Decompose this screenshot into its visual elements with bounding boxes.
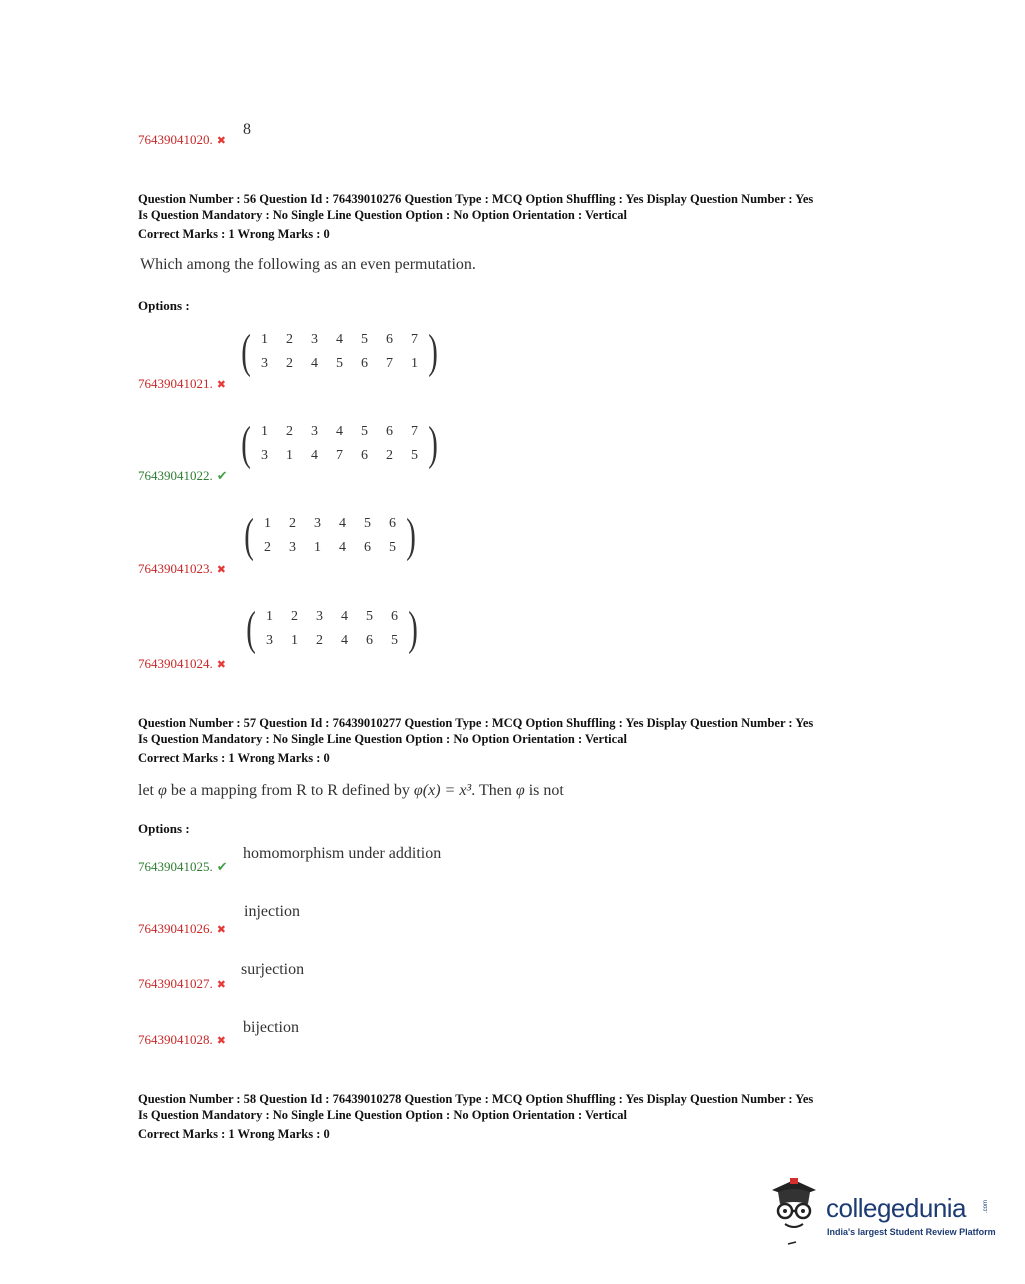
question-text: let φ be a mapping from R to R defined by φ(x) = x³. Then φ is not	[138, 782, 564, 799]
question-meta-line1: Question Number : 58 Question Id : 76439010278 Question Type : MCQ Option Shuffling : Yes Display Question Number : Yes	[138, 1092, 814, 1106]
question-marks: Correct Marks : 1 Wrong Marks : 0	[138, 227, 330, 241]
wrong-icon: ✖	[216, 1035, 226, 1047]
question-marks: Correct Marks : 1 Wrong Marks : 0	[138, 751, 330, 765]
check-icon: ✔	[216, 468, 228, 483]
option-text: bijection	[243, 1019, 299, 1036]
options-label: Options :	[138, 298, 190, 313]
permutation-matrix: ( 1 2 3 4 5 6 7 3 2 4 5 6 7 1 )	[241, 325, 438, 378]
logo-tagline: India's largest Student Review Platform	[827, 1227, 996, 1237]
question-meta-line2: Is Question Mandatory : No Single Line Question Option : No Option Orientation : Vertical	[138, 208, 627, 222]
question-meta-line2: Is Question Mandatory : No Single Line Question Option : No Option Orientation : Vertical	[138, 732, 627, 746]
question-meta-line1: Question Number : 57 Question Id : 76439010277 Question Type : MCQ Option Shuffling : Yes Display Question Number : Yes	[138, 716, 814, 730]
option-text: 8	[243, 121, 251, 138]
question-meta-line2: Is Question Mandatory : No Single Line Question Option : No Option Orientation : Vertical	[138, 1108, 627, 1122]
option-id: 76439041022. ✔	[138, 468, 228, 483]
options-label: Options :	[138, 821, 190, 836]
check-icon: ✔	[216, 859, 228, 874]
option-id: 76439041021. ✖	[138, 376, 226, 391]
question-meta-line1: Question Number : 56 Question Id : 76439010276 Question Type : MCQ Option Shuffling : Yes Display Question Number : Yes	[138, 192, 814, 206]
option-text: homomorphism under addition	[243, 845, 442, 862]
option-id: 76439041026. ✖	[138, 921, 226, 936]
collegedunia-mascot-icon	[768, 1178, 820, 1248]
wrong-icon: ✖	[216, 379, 226, 391]
wrong-icon: ✖	[216, 659, 226, 671]
question-text: Which among the following as an even permutation.	[140, 256, 476, 273]
permutation-matrix: ( 1 2 3 4 5 6 3 1 2 4 6 5 )	[246, 602, 418, 655]
question-marks: Correct Marks : 1 Wrong Marks : 0	[138, 1127, 330, 1141]
option-id: 76439041023. ✖	[138, 561, 226, 576]
option-id: 76439041024. ✖	[138, 656, 226, 671]
option-id: 76439041028. ✖	[138, 1032, 226, 1047]
wrong-icon: ✖	[216, 564, 226, 576]
option-id: 76439041027. ✖	[138, 976, 226, 991]
permutation-matrix: ( 1 2 3 4 5 6 7 3 1 4 7 6 2 5 )	[241, 417, 438, 470]
wrong-icon: ✖	[216, 979, 226, 991]
option-text: injection	[244, 903, 300, 920]
logo-suffix: .com	[983, 1200, 989, 1214]
option-text: surjection	[241, 961, 305, 978]
logo-wordmark: collegedunia	[826, 1193, 967, 1223]
option-id: 76439041025. ✔	[138, 859, 228, 874]
wrong-icon: ✖	[216, 924, 226, 936]
permutation-matrix: ( 1 2 3 4 5 6 2 3 1 4 6 5 )	[244, 509, 416, 562]
wrong-icon: ✖	[216, 135, 226, 147]
option-id: 76439041020. ✖	[138, 132, 226, 147]
